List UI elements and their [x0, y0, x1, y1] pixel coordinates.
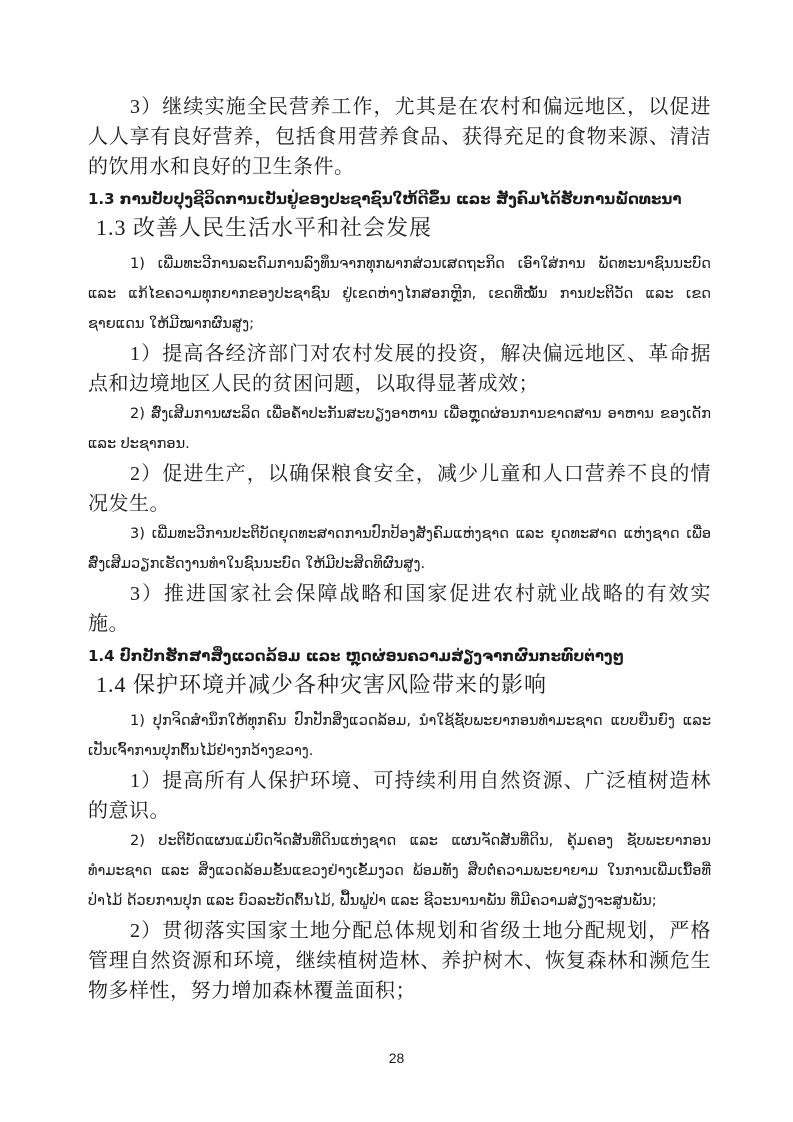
zh-paragraph-nutrition-item3: 3）继续实施全民营养工作，尤其是在农村和偏远地区，以促进人人享有良好营养，包括食用营养食品、获得充足的食物来源、清洁的饮用水和良好的卫生条件。	[88, 96, 711, 178]
section-heading-1-4-zh: 1.4 保护环境并减少各种灾害风险带来的影响	[96, 672, 548, 697]
section-heading-1-3-zh: 1.3 改善人民生活水平和社会发展	[96, 215, 433, 240]
lo-paragraph-1-3-item1: 1) ເພີ່ມທະວີການລະດົມການລົງທຶນຈາກທຸກພາກສ່ວນເສດຖະກິດ ເອົາໃສ່ການ ພັດທະນາຊົນນະບົດ ແລະ ແກ້ໄຂຄວາມທຸກຍາກຂອງປະຊາຊົນ ຢູ່ເຂດຫ່າງໄກສອກຫຼີກ, ເຂດທີ່ໝັ້ນ ການປະຕິວັດ ແລະ ເຂດຊາຍແດນ ໃຫ້ມີໝາກຜົນສູງ;	[88, 256, 711, 332]
lo-paragraph-1-3-item2: 2) ສົ່ງເສີມການຜະລິດ ເພື່ອຄໍ້າປະກັນສະບຽງອາຫານ ເພື່ອຫຼຸດຜ່ອນການຂາດສານ ອາຫານ ຂອງເດັກ ແລະ ປະຊາກອນ.	[88, 406, 711, 452]
section-heading-1-3-lo: 1.3 ການປັບປຸງຊີວິດການເປັນຢູ່ຂອງປະຊາຊົນໃຫ້ດີຂຶ້ນ ແລະ ສັງຄົມໄດ້ຮັບການພັດທະນາ	[88, 190, 682, 208]
lo-paragraph-1-4-item2: 2) ປະຕິບັດແຜນແມ່ບົດຈັດສັນທີ່ດິນແຫ່ງຊາດ ແລະ ແຜນຈັດສັນທີ່ດິນ, ຄຸ້ມຄອງ ຊັບພະຍາກອນທຳມະຊາດ ແລະ ສິ່ງແວດລ້ອມຂັ້ນແຂວງຢ່າງເຂັ້ມງວດ ພ້ອມທັງ ສືບຕໍ່ຄວາມພະຍາຍາມ ໃນການເພີ່ມເນື້ອທີ່ປ່າໄມ້ ດ້ວຍການປຸກ ແລະ ບົວລະບັດຕົ້ນໄມ້, ຟື້ນຟູປ່າ ແລະ ຊີວະນານາພັນ ທີ່ມີຄວາມສ່ຽງຈະສູນພັນ;	[88, 833, 711, 909]
zh-paragraph-1-4-item1: 1）提高所有人保护环境、可持续利用自然资源、广泛植树造林的意识。	[88, 770, 711, 822]
zh-paragraph-1-3-item2: 2）促进生产，以确保粮食安全，减少儿童和人口营养不良的情况发生。	[88, 463, 711, 515]
zh-paragraph-1-3-item1: 1）提高各经济部门对农村发展的投资，解决偏远地区、革命据点和边境地区人民的贫困问题，以取得显著成效；	[88, 343, 711, 395]
zh-paragraph-1-3-item3: 3）推进国家社会保障战略和国家促进农村就业战略的有效实施。	[88, 583, 711, 635]
lo-paragraph-1-3-item3: 3) ເພີ່ມທະວີການປະຕິບັດຍຸດທະສາດການປົກປ້ອງສັງຄົມແຫ່ງຊາດ ແລະ ຍຸດທະສາດ ແຫ່ງຊາດ ເພື່ອສົ່ງເສີມວຽກເຮັດງານທຳໃນຊົນນະບົດ ໃຫ້ມີປະສິດທິຜົນສູງ.	[88, 526, 711, 572]
zh-paragraph-1-4-item2: 2）贯彻落实国家土地分配总体规划和省级土地分配规划，严格管理自然资源和环境，继续植树造林、养护树木、恢复森林和濒危生物多样性，努力增加森林覆盖面积；	[88, 920, 711, 1002]
page-number: 28	[388, 1050, 405, 1066]
section-heading-1-4-lo: 1.4 ປົກປັກຮັກສາສິ່ງແວດລ້ອມ ແລະ ຫຼຸດຜ່ອນຄວາມສ່ຽງຈາກຜົນກະທົບຕ່າງໆ	[88, 647, 624, 665]
lo-paragraph-1-4-item1: 1) ປຸກຈິດສຳນຶກໃຫ້ທຸກຄົນ ປົກປັກສິ່ງແວດລ້ອມ, ນຳໃຊ້ຊັບພະຍາກອນທຳມະຊາດ ແບບຍືນຍົງ ແລະ ເປັນເຈົ້າການປຸກຕົ້ນໄມ້ຢ່າງກວ້າງຂວາງ.	[88, 713, 711, 759]
